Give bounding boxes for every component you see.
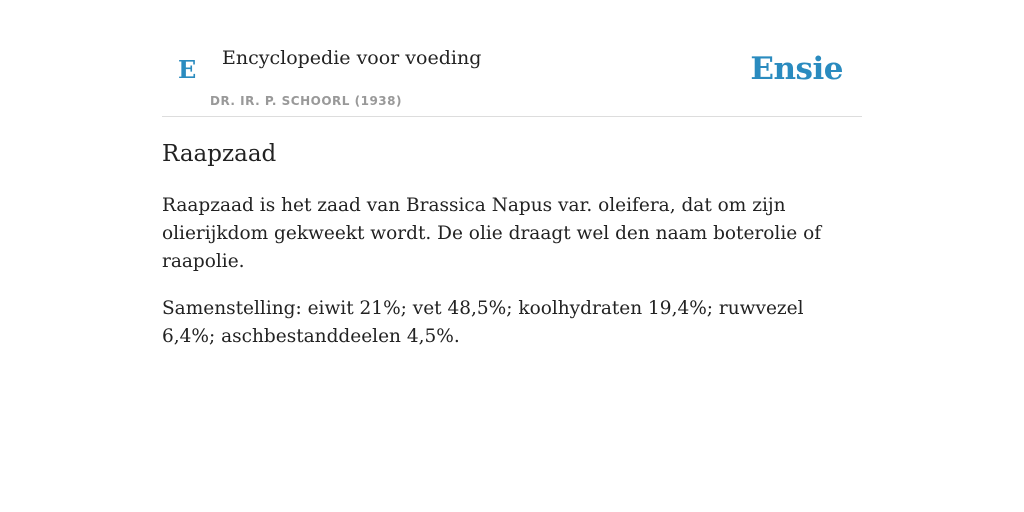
book-header: [162, 0, 862, 117]
entry-paragraph: Samenstelling: eiwit 21%; vet 48,5%; koolhydraten 19,4%; ruwvezel 6,4%; aschbestanddeelen 4,5%.: [162, 298, 804, 347]
entry-title: Raapzaad: [162, 141, 277, 167]
book-logo[interactable]: E: [178, 55, 197, 84]
page-container: [162, 0, 862, 347]
entry-paragraph: Raapzaad is het zaad van Brassica Napus var. oleifera, dat om zijn olierijkdom gekweekt wordt. De olie draagt wel den naam boterolie of raapolie.: [162, 195, 822, 272]
entry-body: [162, 192, 862, 370]
book-title[interactable]: Encyclopedie voor voeding: [222, 47, 482, 69]
ensie-logo[interactable]: Ensie: [750, 51, 843, 87]
book-author: DR. IR. P. SCHOORL (1938): [210, 94, 402, 108]
